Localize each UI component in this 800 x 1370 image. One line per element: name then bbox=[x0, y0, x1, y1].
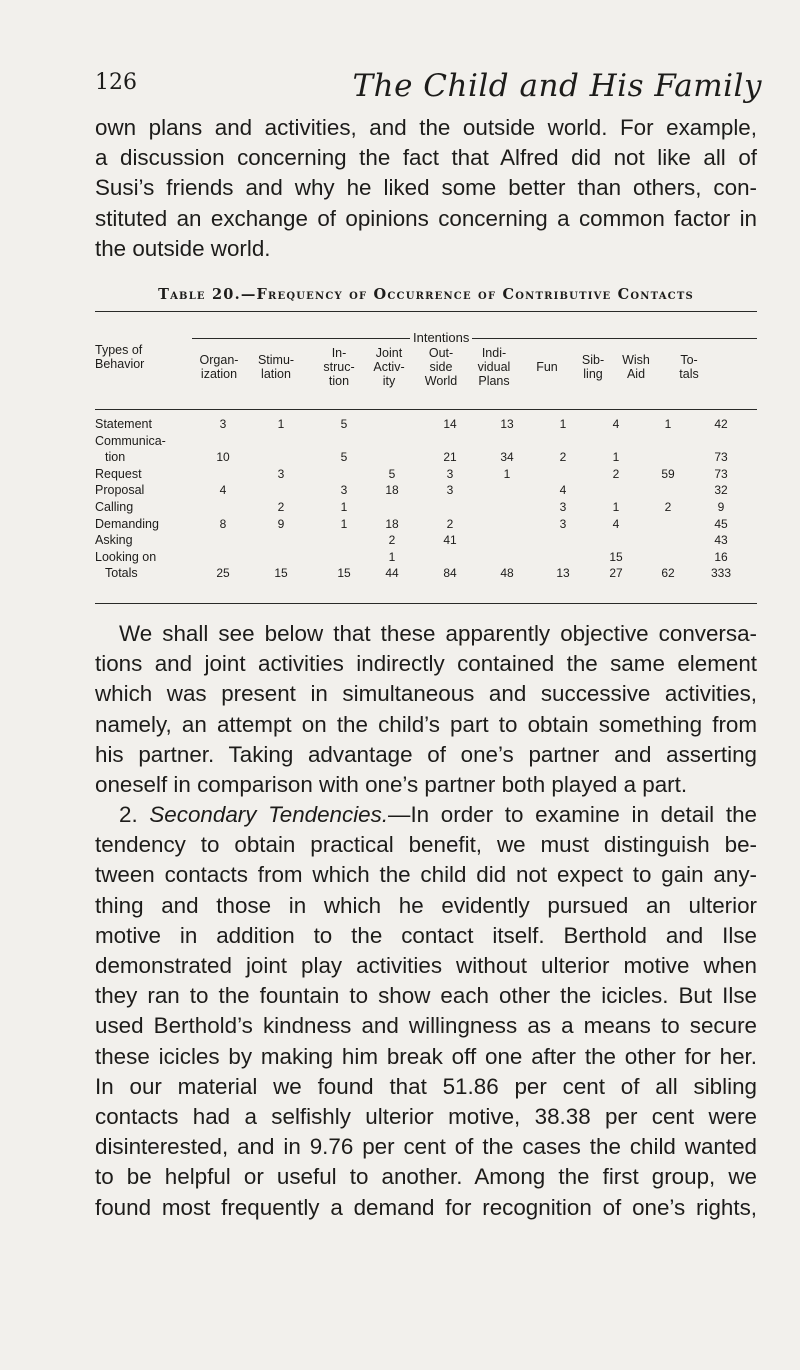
intentions-header: Intentions bbox=[410, 330, 472, 345]
table-cell: 25 bbox=[216, 566, 230, 581]
table-cell: 4 bbox=[612, 516, 620, 531]
table-cell: 3 bbox=[219, 417, 227, 431]
text-line: demonstrated joint play activities without ulterior motive when bbox=[95, 953, 757, 979]
table-cell: 1 bbox=[388, 549, 396, 564]
table-cell: 1 bbox=[559, 417, 567, 431]
table-cell: 3 bbox=[559, 500, 567, 514]
row-label: Asking bbox=[95, 533, 133, 548]
table-cell: 1 bbox=[340, 516, 348, 531]
column-header: To- tals bbox=[679, 353, 699, 381]
table-cell: 34 bbox=[500, 450, 514, 465]
table-cell: 3 bbox=[446, 466, 454, 481]
table-cell: 10 bbox=[216, 450, 230, 465]
running-title: The Child and His Family bbox=[352, 68, 762, 104]
text-line: Susi’s friends and why he liked some better than others, con- bbox=[95, 175, 757, 201]
table-cell: 1 bbox=[503, 466, 511, 481]
row-label: tion bbox=[105, 450, 126, 465]
table-cell: 73 bbox=[714, 466, 728, 481]
page-number: 126 bbox=[95, 70, 137, 95]
table-cell: 5 bbox=[340, 417, 348, 431]
table-cell: 18 bbox=[385, 516, 399, 531]
table-cell: 84 bbox=[443, 566, 457, 581]
text-line: disinterested, and in 9.76 per cent of the cases the child wanted bbox=[95, 1134, 757, 1160]
table-cell: 2 bbox=[446, 516, 454, 531]
column-header: Joint Activ- ity bbox=[373, 346, 405, 388]
table-cell: 42 bbox=[714, 417, 728, 431]
table-cell: 5 bbox=[388, 466, 396, 481]
text-line: motive in addition to the contact itself. Berthold and Ilse bbox=[95, 922, 757, 948]
row-label: Calling bbox=[95, 500, 134, 514]
intentions-rule bbox=[192, 338, 757, 339]
table-bottom-rule bbox=[95, 603, 757, 604]
table-cell: 13 bbox=[500, 417, 514, 431]
table-cell: 3 bbox=[277, 466, 285, 481]
table-cell: 16 bbox=[714, 549, 728, 564]
table-cell: 15 bbox=[274, 566, 288, 581]
table-cell: 32 bbox=[714, 483, 728, 498]
section-heading: Secondary Tendencies. bbox=[149, 802, 389, 827]
text-line: 2. Secondary Tendencies.—In order to examine in detail the bbox=[119, 802, 757, 827]
text-line: a discussion concerning the fact that Alfred did not like all of bbox=[95, 145, 757, 171]
table-cell: 41 bbox=[443, 533, 457, 548]
table-title: Table 20.—Frequency of Occurrence of Contributive Contacts bbox=[158, 286, 694, 303]
table-cell: 27 bbox=[609, 566, 623, 581]
text-line: We shall see below that these apparently objective conversa- bbox=[119, 621, 757, 646]
table-cell: 2 bbox=[388, 533, 396, 548]
table-cell: 3 bbox=[446, 483, 454, 498]
text-line: found most frequently a demand for recognition of one’s rights, bbox=[95, 1194, 757, 1220]
row-label: Statement bbox=[95, 417, 152, 431]
table-cell: 2 bbox=[277, 500, 285, 514]
table-cell: 3 bbox=[559, 516, 567, 531]
row-label: Demanding bbox=[95, 516, 159, 531]
table-cell: 1 bbox=[612, 500, 620, 514]
text-line: namely, an attempt on the child’s part to obtain something from bbox=[95, 711, 757, 737]
table-cell: 21 bbox=[443, 450, 457, 465]
paragraph-3 bbox=[95, 800, 757, 1223]
table-cell: 15 bbox=[337, 566, 351, 581]
table-cell: 1 bbox=[664, 417, 672, 431]
row-label: Proposal bbox=[95, 483, 145, 498]
text-line: which was present in simultaneous and successive activities, bbox=[95, 681, 757, 707]
table-cell: 2 bbox=[559, 450, 567, 465]
text-line: oneself in comparison with one’s partner both played a part. bbox=[95, 772, 688, 798]
table-cell: 5 bbox=[340, 450, 348, 465]
column-header: Out- side World bbox=[424, 346, 458, 388]
column-header: In- struc- tion bbox=[323, 346, 355, 388]
header-bottom-rule bbox=[95, 409, 757, 410]
row-label: Request bbox=[95, 466, 142, 481]
table-cell: 13 bbox=[556, 566, 570, 581]
column-header: Sib- ling bbox=[581, 353, 605, 381]
table-cell: 15 bbox=[609, 549, 623, 564]
table-cell: 4 bbox=[559, 483, 567, 498]
row-header: Types of Behavior bbox=[95, 343, 145, 371]
table-cell: 14 bbox=[443, 417, 457, 431]
table-cell: 1 bbox=[277, 417, 285, 431]
table-cell: 1 bbox=[340, 500, 348, 514]
text-line: these icicles by making him break off one after the other for her. bbox=[95, 1043, 757, 1069]
text-line: contacts had a selfishly ulterior motive, 38.38 per cent were bbox=[95, 1104, 757, 1130]
text-line: tween contacts from which the child did not expect to gain any- bbox=[95, 862, 757, 888]
table-cell: 1 bbox=[612, 450, 620, 465]
text-line: thing and those in which he evidently pursued an ulterior bbox=[95, 892, 757, 918]
table-top-rule bbox=[95, 311, 757, 312]
table-cell: 44 bbox=[385, 566, 399, 581]
text-line: tendency to obtain practical benefit, we must distinguish be- bbox=[95, 832, 757, 858]
text-line: tions and joint activities indirectly contained the same element bbox=[95, 651, 757, 677]
column-header: Stimu- lation bbox=[257, 353, 295, 381]
text-line: own plans and activities, and the outside world. For example, bbox=[95, 115, 757, 140]
column-header: Fun bbox=[536, 360, 558, 374]
table-cell: 18 bbox=[385, 483, 399, 498]
table-cell: 59 bbox=[661, 466, 675, 481]
column-header: Wish Aid bbox=[622, 353, 650, 381]
table-cell: 3 bbox=[340, 483, 348, 498]
column-header: Indi- vidual Plans bbox=[477, 346, 511, 388]
paragraph-2 bbox=[95, 619, 757, 800]
column-header: Organ- ization bbox=[199, 353, 239, 381]
table-cell: 2 bbox=[664, 500, 672, 514]
table-cell: 9 bbox=[717, 500, 725, 514]
table-cell: 333 bbox=[710, 566, 732, 581]
text-line: his partner. Taking advantage of one’s partner and asserting bbox=[95, 741, 757, 767]
text-line: In our material we found that 51.86 per cent of all sibling bbox=[95, 1073, 757, 1099]
text-line: the outside world. bbox=[95, 235, 271, 261]
table-cell: 4 bbox=[612, 417, 620, 431]
row-label: Looking on bbox=[95, 549, 157, 564]
text-line: stituted an exchange of opinions concerning a common factor in bbox=[95, 205, 757, 231]
table-cell: 62 bbox=[661, 566, 675, 581]
text-line: used Berthold’s kindness and willingness as a means to secure bbox=[95, 1013, 757, 1039]
table-cell: 73 bbox=[714, 450, 728, 465]
table-cell: 2 bbox=[612, 466, 620, 481]
row-label: Totals bbox=[105, 566, 138, 581]
table-cell: 48 bbox=[500, 566, 514, 581]
text-line: they ran to the fountain to show each other the icicles. But Ilse bbox=[95, 983, 757, 1009]
row-label: Communica- bbox=[95, 433, 166, 448]
table-cell: 8 bbox=[219, 516, 227, 531]
text-line: to be helpful or useful to another. Among the first group, we bbox=[95, 1164, 757, 1190]
table-cell: 4 bbox=[219, 483, 227, 498]
paragraph-1 bbox=[95, 113, 757, 264]
table-cell: 9 bbox=[277, 516, 285, 531]
table-cell: 45 bbox=[714, 516, 728, 531]
table-cell: 43 bbox=[714, 533, 728, 548]
